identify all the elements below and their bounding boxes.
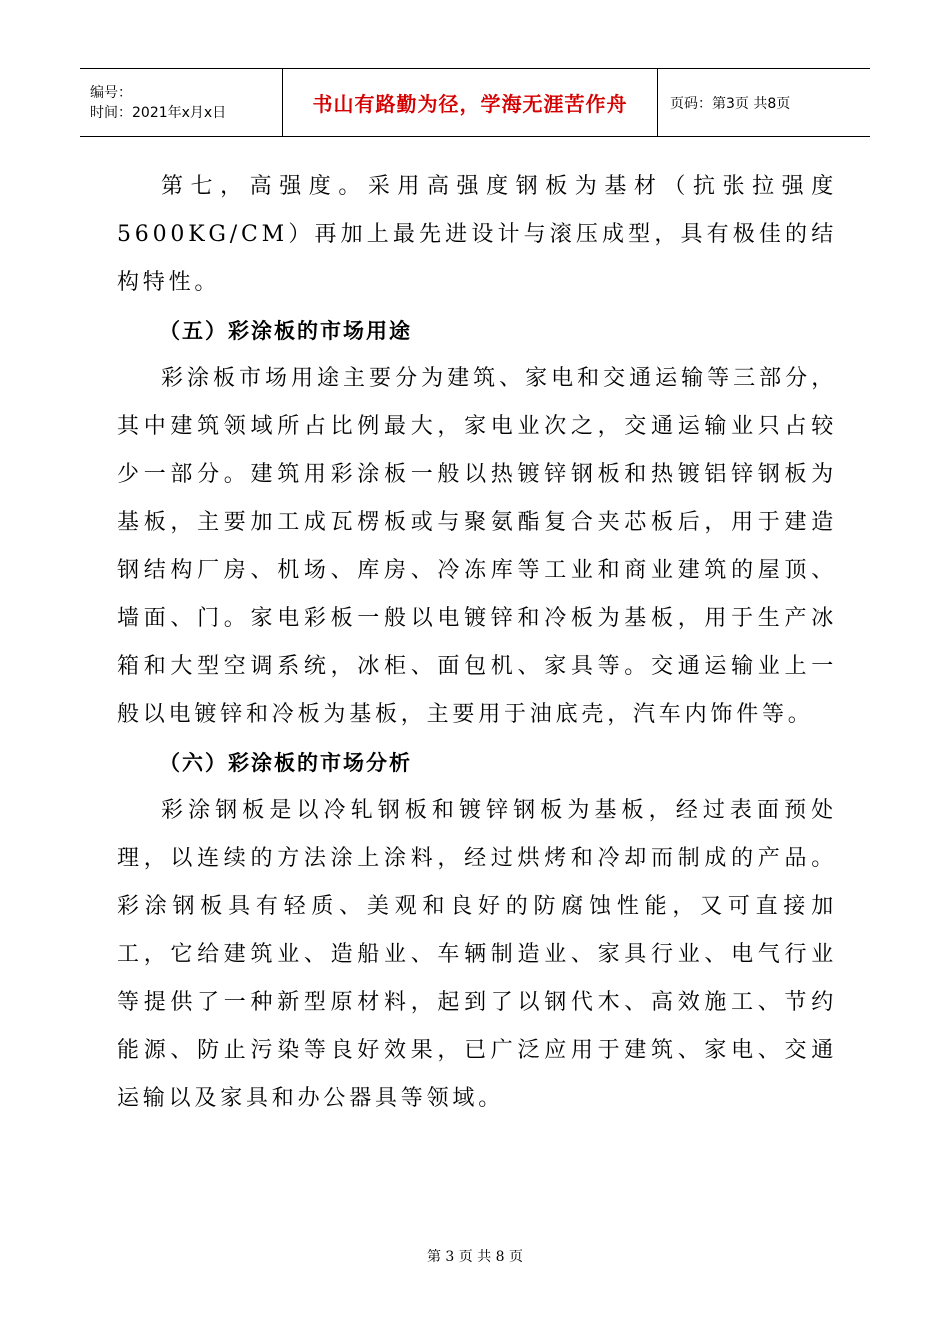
- header-page-info: 页码：第3页 共8页: [670, 95, 791, 112]
- header-meta-cell: [80, 69, 283, 136]
- document-number-label: 编号：: [90, 84, 132, 101]
- header-motto-cell: [283, 69, 658, 136]
- document-body: [117, 163, 837, 1123]
- header-motto: 书山有路勤为径，学海无涯苦作舟: [312, 92, 628, 116]
- section-heading-market-analysis: （六）彩涂板的市场分析: [159, 751, 412, 775]
- paragraph-seventh-feature: 第七，高强度。采用高强度钢板为基材（抗张拉强度5600KG/CM）再加上最先进设计与滚压成型，具有极佳的结构特性。: [117, 174, 837, 295]
- page-footer: 第 3 页 共 8 页: [426, 1249, 524, 1265]
- section-heading-market-usage: （五）彩涂板的市场用途: [159, 319, 412, 343]
- header-page-cell: [658, 69, 870, 136]
- page-header: [80, 68, 870, 137]
- paragraph-market-analysis: 彩涂钢板是以冷轧钢板和镀锌钢板为基板，经过表面预处理，以连续的方法涂上涂料，经过烘烤和冷却而制成的产品。彩涂钢板具有轻质、美观和良好的防腐蚀性能，又可直接加工，它给建筑业、造船业、车辆制造业、家具行业、电气行业等提供了一种新型原材料，起到了以钢代木、高效施工、节约能源、防止污染等良好效果，已广泛应用于建筑、家电、交通运输以及家具和办公器具等领域。: [117, 798, 837, 1111]
- document-time-label: 时间：2021年x月x日: [90, 104, 227, 121]
- paragraph-market-usage: 彩涂板市场用途主要分为建筑、家电和交通运输等三部分，其中建筑领域所占比例最大，家电业次之，交通运输业只占较少一部分。建筑用彩涂板一般以热镀锌钢板和热镀铝锌钢板为基板，主要加工成瓦楞板或与聚氨酯复合夹芯板后，用于建造钢结构厂房、机场、库房、冷冻库等工业和商业建筑的屋顶、墙面、门。家电彩板一般以电镀锌和冷板为基板，用于生产冰箱和大型空调系统，冰柜、面包机、家具等。交通运输业上一般以电镀锌和冷板为基板，主要用于油底壳，汽车内饰件等。: [117, 366, 837, 727]
